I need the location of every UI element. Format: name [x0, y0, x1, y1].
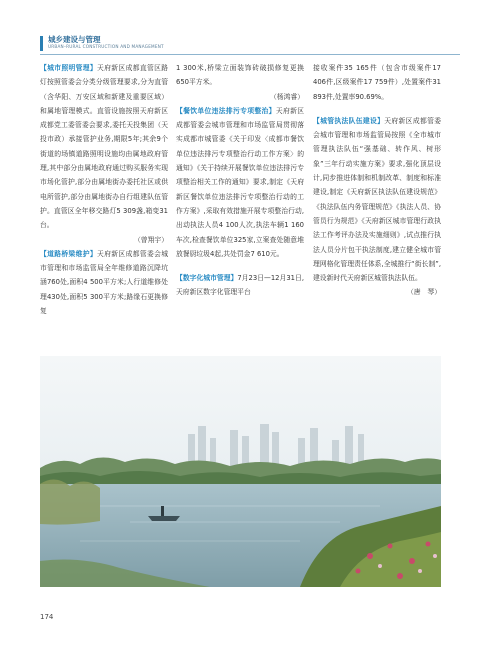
page-number: 174 — [40, 613, 54, 621]
section-text-enforcement-team: 天府新区成都管委会城市管理和市场监管局按照《全市城市管理执法队伍“强基础、转作风、树形象”三年行动实施方案》要求,强化顶层设计,同步推进体制和机制改革、制度和标准建设,制定《天府新区执法队伍建设规范》《执法队伍内务管理规范》《执法人员、协管员行为规范》《天府新区城市管理行政执法工作考评办法及实施细则》,试点推行执法人员分片包干执法制度,建立健全城市管理网格化管理责任体系,全城推行“街长制”,建设新时代天府新区城管执法队伍。 — [313, 116, 442, 283]
section-text-street-lighting: 天府新区成都直管区路灯按照管委会分类分级管理要求,分为直管（含华阳、万安区域和新建及重要区域）和属地管理模式。直管设施按照天府新区成都党工委管委会要求,委托天投集团（天投市政）承接管护业务,期限5年;其余9个街道的场镇道路照明设施均由属地政府管理,其中部分由属地政府通过购买服务实现市场化管护,部分由属地街办委托社区或供电所管护,部分由属地街办自行组建队伍管护。直管区全年移交路灯5 309盏,箱变31台。 — [40, 64, 169, 230]
section-text-digital-management: 7月23日—12月31日,天府新区数字化管理平台 — [176, 274, 304, 297]
text-column-1 — [40, 61, 168, 318]
paragraph-digital-management — [176, 271, 304, 300]
paragraph-street-lighting — [40, 61, 168, 233]
author-credit: （杨鸿睿） — [270, 92, 304, 101]
section-tag-road-bridge: 【道路桥梁维护】 — [40, 249, 98, 258]
section-text-catering-pollution: 天府新区成都管委会城市管理和市场监管局贯彻落实成都市城管委《关于印发〈成都市餐饮单位违法排污专项整治行动工作方案〉的通知》《关于持续开展餐饮单位违法排污专项整治相关工作的通知》要求,制定《天府新区餐饮单位违法排污专项整治行动的工作方案》,采取有效措施开展专项整治行动,出动执法人员4 100人次,执法车辆1 160车次,检查餐饮单位325家,立案查处随意堆放餐厨垃圾4起,共处罚金7 610元。 — [176, 106, 305, 258]
header-subtitle: URBAN–RURAL CONSTRUCTION AND MANAGEMENT — [48, 44, 164, 49]
section-text-road-bridge: 天府新区成都管委会城市管理和市场监管局全年维修道路沉降坑涵760处,面积4 500平方米;人行道维修处理430处,面积5 300平方米;路缘石更换修复 — [40, 249, 169, 316]
header-title: 城乡建设与管理 — [48, 35, 101, 44]
header-accent-bar — [40, 36, 43, 51]
text-column-3 — [313, 61, 441, 300]
text-column-2 — [176, 61, 304, 300]
park-lake-photo — [40, 356, 441, 587]
paragraph-road-bridge-cont: 1 300米,桥梁立面装饰砖破损修复更换650平方米。 — [176, 64, 304, 87]
paragraph-enforcement-team — [313, 114, 441, 286]
section-tag-enforcement-team: 【城管执法队伍建设】 — [313, 116, 385, 125]
author-credit: （唐 琴） — [407, 288, 441, 297]
paragraph-digital-management-cont: 接收案件35 165件（包含市级案件17 406件,区级案件17 759件）,处置案件31 893件,处置率90.69%。 — [313, 64, 441, 101]
section-tag-digital-management: 【数字化城市管理】 — [176, 274, 238, 283]
paragraph-road-bridge — [40, 247, 168, 318]
section-tag-catering-pollution: 【餐饮单位违法排污专项整治】 — [176, 106, 276, 115]
header-divider — [40, 54, 460, 55]
paragraph-catering-pollution — [176, 104, 304, 261]
author-credit: （曾翔宇） — [134, 235, 168, 244]
section-tag-street-lighting: 【城市照明管理】 — [40, 64, 98, 72]
